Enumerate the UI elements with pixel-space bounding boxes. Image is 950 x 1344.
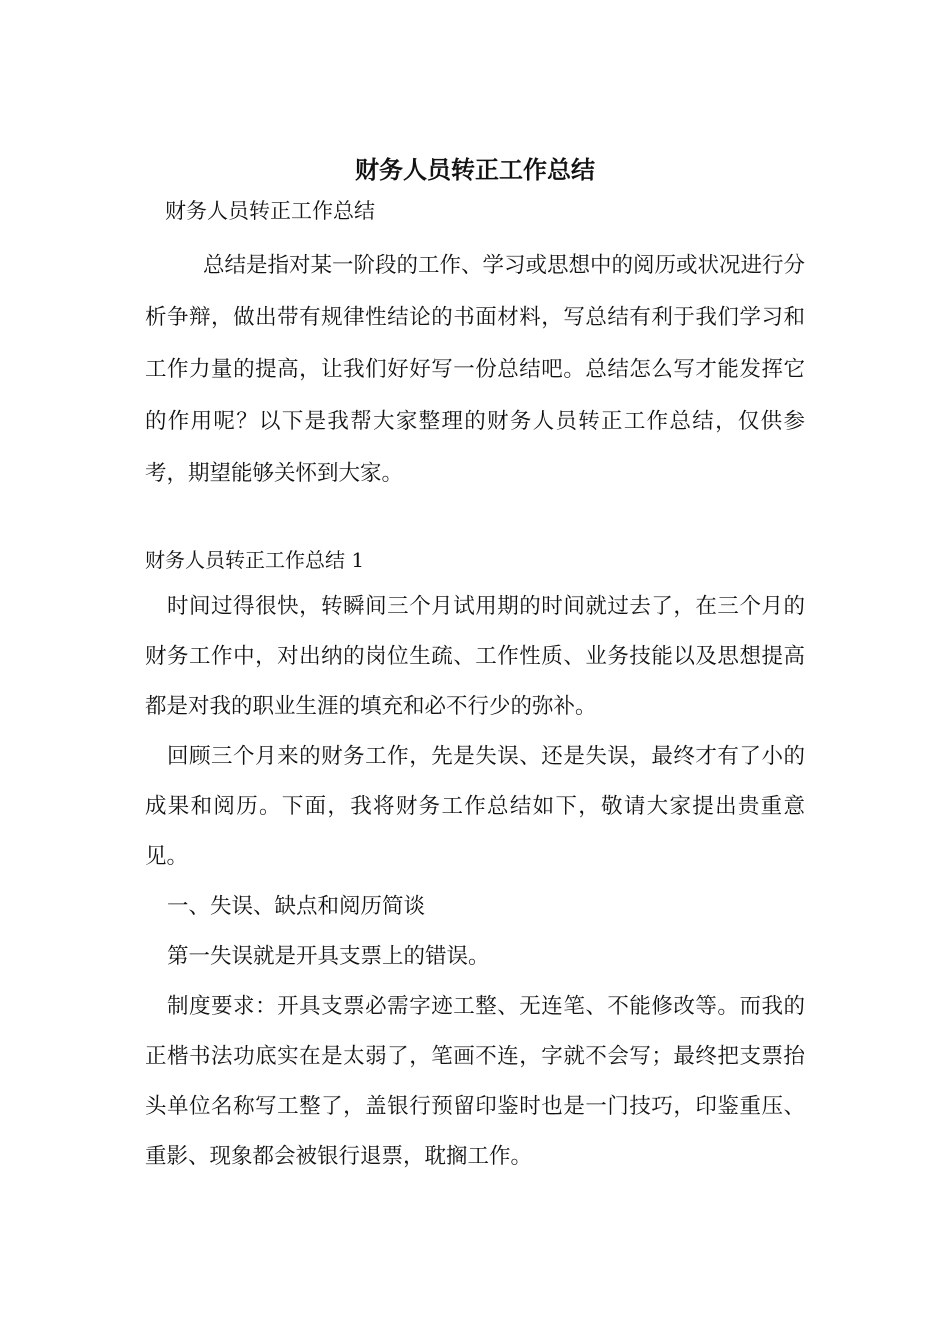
section-title: 财务人员转正工作总结 1 xyxy=(145,548,365,572)
body-paragraph: 一、失误、缺点和阅历简谈 xyxy=(167,894,426,919)
body-paragraph: 时间过得很快，转瞬间三个月试用期的时间就过去了，在三个月的财务工作中，对出纳的岗位生疏、工作性质、业务技能以及思想提高都是对我的职业生涯的填充和必不行少的弥补。 xyxy=(145,594,805,719)
section-spacer xyxy=(145,500,805,540)
body-paragraph: 回顾三个月来的财务工作，先是失误、还是失误，最终才有了小的成果和阅历。下面，我将财务工作总结如下，敬请大家提出贵重意见。 xyxy=(145,744,805,869)
intro-paragraph: 总结是指对某一阶段的工作、学习或思想中的阅历或状况进行分析争辩，做出带有规律性结论的书面材料，写总结有利于我们学习和工作力量的提高，让我们好好写一份总结吧。总结怎么写才能发挥它的作用呢？以下是我帮大家整理的财务人员转正工作总结，仅供参考，期望能够关怀到大家。 xyxy=(145,253,806,486)
document-subtitle: 财务人员转正工作总结 xyxy=(165,199,375,223)
body-paragraph: 制度要求：开具支票必需字迹工整、无连笔、不能修改等。而我的正楷书法功底实在是太弱了，笔画不连，字就不会写；最终把支票抬头单位名称写工整了，盖银行预留印鉴时也是一门技巧，印鉴重压、重影、现象都会被银行退票，耽搁工作。 xyxy=(145,994,805,1169)
document-title: 财务人员转正工作总结 xyxy=(355,155,595,184)
body-paragraph: 第一失误就是开具支票上的错误。 xyxy=(167,944,490,969)
